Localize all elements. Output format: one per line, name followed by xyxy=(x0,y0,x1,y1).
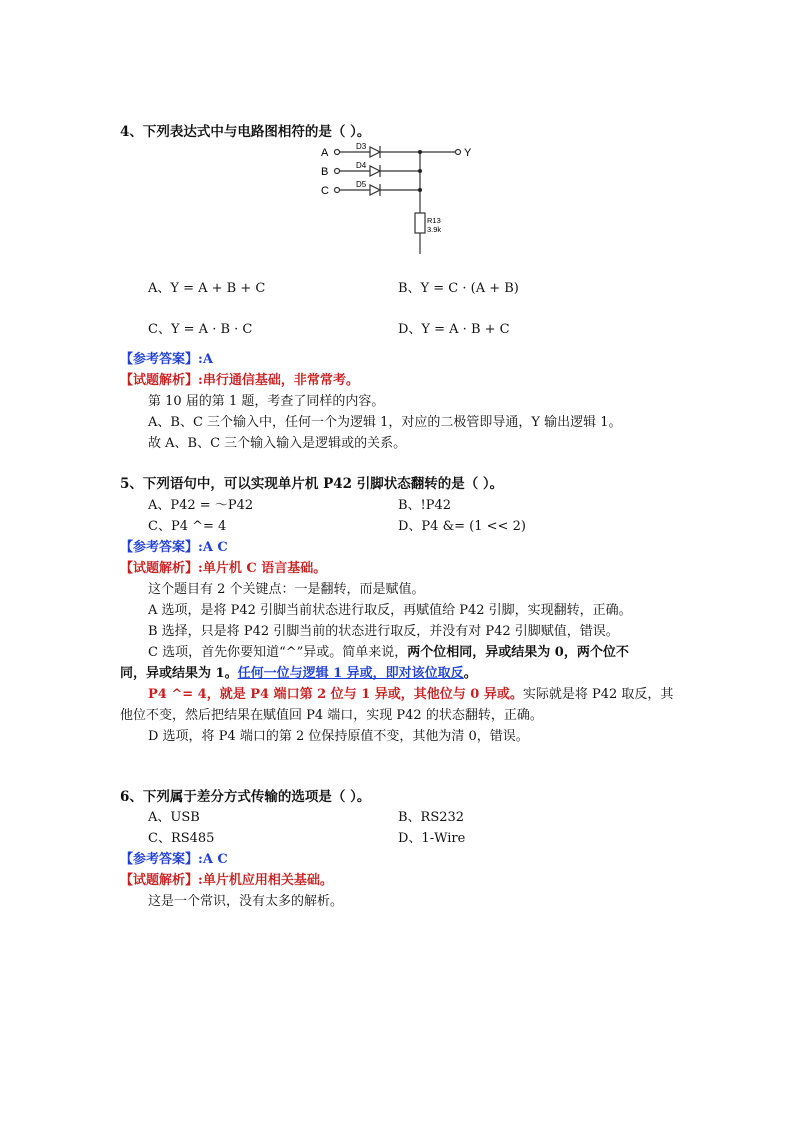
q5-answer xyxy=(120,536,228,555)
q5-option-d: D、P4 &= (1 << 2) xyxy=(398,519,526,534)
input-b-label: B xyxy=(321,166,329,178)
resistor-name-label: R13 xyxy=(427,216,441,225)
q6-answer xyxy=(120,848,228,867)
line-6-text: 实际就是将 P42 取反，其 xyxy=(522,687,674,702)
input-c-terminal xyxy=(335,188,340,193)
output-y-label: Y xyxy=(464,147,472,159)
resistor-r13 xyxy=(415,213,425,233)
q5-analysis-line-1: 这个题目有 2 个关键点：一是翻转，而是赋值。 xyxy=(148,582,425,597)
q4-title: 4、下列表达式中与电路图相符的是（ ）。 xyxy=(120,124,371,140)
answer-value: A xyxy=(202,352,213,367)
input-a-label: A xyxy=(321,147,329,159)
analysis-title: 串行通信基础，非常常考。 xyxy=(202,373,359,388)
line-5-bold: 同，异或结果为 1。 xyxy=(120,666,238,681)
q4-option-d: D、Y = A · B + C xyxy=(398,322,510,337)
diode-d4 xyxy=(370,165,380,177)
answer-label: 【参考答案】: xyxy=(120,852,203,867)
q4-analysis-heading xyxy=(120,369,359,388)
q6-analysis-line-1: 这是一个常识，没有太多的解析。 xyxy=(148,894,344,909)
q5-analysis-line-6 xyxy=(148,683,673,702)
diode-d3-label: D3 xyxy=(356,142,367,151)
line-6-red: P4 ^= 4，就是 P4 端口第 2 位与 1 异或，其他位与 0 异或。 xyxy=(148,687,523,702)
q4-option-a: A、Y = A + B + C xyxy=(148,281,266,296)
line-4-bold: 两个位相同，异或结果为 0，两个位不 xyxy=(407,645,629,660)
q4-analysis-line-2: A、B、C 三个输入中，任何一个为逻辑 1，对应的二极管即导通，Y 输出逻辑 1。 xyxy=(148,415,622,430)
q5-option-b: B、!P42 xyxy=(398,498,452,513)
q5-analysis-line-2: A 选项，是将 P42 引脚当前状态进行取反，再赋值给 P42 引脚，实现翻转，正确。 xyxy=(148,603,632,618)
q5-analysis-line-3: B 选择，只是将 P42 引脚当前的状态进行取反，并没有对 P42 引脚赋值，错误。 xyxy=(148,624,619,639)
answer-value: A C xyxy=(202,540,228,555)
q4-analysis-line-3: 故 A、B、C 三个输入输入是逻辑或的关系。 xyxy=(148,436,407,451)
line-5-end: 。 xyxy=(463,666,477,681)
q6-analysis-heading xyxy=(120,869,333,888)
q5-analysis-line-5 xyxy=(120,662,477,681)
line-5-highlight: 任何一位与逻辑 1 异或，即对该位取反 xyxy=(237,666,464,681)
q5-analysis-heading xyxy=(120,557,326,576)
q5-analysis-line-8: D 选项，将 P4 端口的第 2 位保持原值不变，其他为清 0，错误。 xyxy=(148,729,529,744)
q5-analysis-line-7: 他位不变，然后把结果在赋值回 P4 端口，实现 P42 的状态翻转，正确。 xyxy=(120,708,543,723)
q4-analysis-line-1: 第 10 届的第 1 题，考查了同样的内容。 xyxy=(148,394,385,409)
q5-title: 5、下列语句中，可以实现单片机 P42 引脚状态翻转的是（ ）。 xyxy=(120,476,504,492)
analysis-label: 【试题解析】: xyxy=(120,561,203,576)
analysis-title: 单片机 C 语言基础。 xyxy=(202,561,327,576)
output-y-terminal xyxy=(456,150,461,155)
input-b-terminal xyxy=(335,169,340,174)
diode-d5 xyxy=(370,184,380,196)
resistor-value-label: 3.9k xyxy=(427,225,442,234)
q6-title: 6、下列属于差分方式传输的选项是（ ）。 xyxy=(120,789,371,805)
answer-label: 【参考答案】: xyxy=(120,540,203,555)
diode-d3 xyxy=(370,146,380,158)
q6-option-a: A、USB xyxy=(148,810,200,825)
analysis-label: 【试题解析】: xyxy=(120,373,203,388)
diode-d5-label: D5 xyxy=(356,180,367,189)
q6-option-c: C、RS485 xyxy=(148,831,215,846)
analysis-label: 【试题解析】: xyxy=(120,873,203,888)
q5-analysis-line-4 xyxy=(148,641,629,660)
q6-option-b: B、RS232 xyxy=(398,810,465,825)
diode-d4-label: D4 xyxy=(356,161,367,170)
input-a-terminal xyxy=(335,150,340,155)
answer-value: A C xyxy=(202,852,228,867)
input-c-label: C xyxy=(321,185,329,197)
line-4-text: C 选项，首先你要知道“^”异或。简单来说， xyxy=(148,645,408,660)
q4-answer xyxy=(120,348,213,367)
q4-option-c: C、Y = A · B · C xyxy=(148,322,253,337)
q5-option-a: A、P42 = ～P42 xyxy=(148,498,254,513)
analysis-title: 单片机应用相关基础。 xyxy=(202,873,333,888)
circuit-diagram xyxy=(312,138,482,260)
q5-option-c: C、P4 ^= 4 xyxy=(148,519,227,534)
answer-label: 【参考答案】: xyxy=(120,352,203,367)
q4-option-b: B、Y = C · (A + B) xyxy=(398,281,519,296)
q6-option-d: D、1-Wire xyxy=(398,831,466,846)
